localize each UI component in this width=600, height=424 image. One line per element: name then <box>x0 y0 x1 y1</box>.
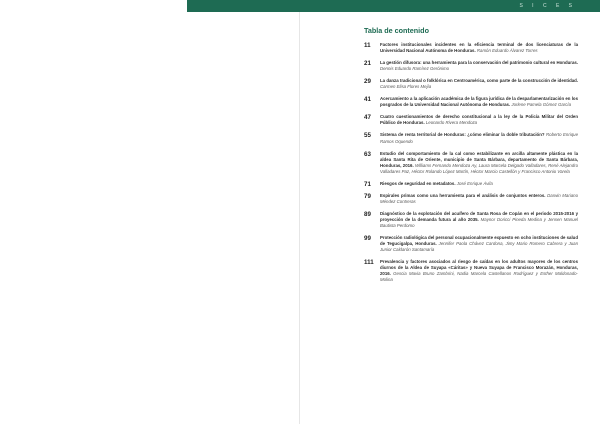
toc-entry[interactable] <box>364 42 578 54</box>
toc-page-number: 63 <box>364 150 371 158</box>
header-band <box>187 0 600 12</box>
toc-entry-title: La danza tradicional o folklórica en Centroamérica, como parte de la construcción de identidad. <box>380 78 578 84</box>
toc-page-number: 99 <box>364 235 371 243</box>
toc-entry-authors: Roberto Enrique Ramos Oquendo <box>380 132 578 144</box>
toc-entry-text <box>380 193 578 205</box>
toc-entry-authors: Maynor Doricci Pineda Medina y Jensen Manuel Bautista Perdomo <box>380 216 578 228</box>
toc-entry-authors: Carmen Elisa Flores Mejía <box>380 84 432 90</box>
toc-entry-authors: Ramón Eduardo Álvarez Torres <box>476 48 538 54</box>
toc-entry-title: Factores institucionales incidentes en la eficiencia terminal de dos licenciaturas de la Universidad Nacional Autónoma de Honduras. <box>380 42 578 54</box>
toc-entry-text <box>380 259 578 283</box>
toc-entry[interactable] <box>364 235 578 253</box>
toc-entry-text <box>380 96 578 108</box>
toc-entry-authors: Darwin Mariano Méndez Contreras <box>380 192 578 204</box>
toc-entry-title: Sistema de renta territorial de Honduras: ¿cómo eliminar la doble tributación? <box>380 132 545 138</box>
toc-entry-authors: Jorlene Pamela Gómez García <box>511 102 572 108</box>
toc-entry-title: Estudio del comportamiento de la cal como estabilizante en arcilla altamente plástica en la aldea Santa Rita de Oriente, municipio de Santa Bárbara, departamento de Santa Bárbara, Honduras, 2016. <box>380 150 578 168</box>
toc-page-number: 11 <box>364 42 371 49</box>
left-page-top-strip <box>0 0 186 12</box>
toc-page-number: 89 <box>364 210 371 218</box>
page-gutter <box>299 0 300 424</box>
toc-entry[interactable] <box>364 60 578 72</box>
toc-entry[interactable] <box>364 114 578 126</box>
toc-page-number: 55 <box>364 132 371 140</box>
toc-entry-text <box>380 151 578 175</box>
toc-entry[interactable] <box>364 151 578 175</box>
toc-title: Tabla de contenido <box>364 26 429 35</box>
toc-entry-title: Riesgos de seguridad en metadatos. <box>380 180 456 186</box>
toc-page-number: 21 <box>364 60 371 68</box>
toc-entry-authors: Williams Fernando Mendoza Ay, Laura Marcela Delgado Valladares, René Alejandro Valladares Paz, Héctor Rolando López Martín, Héctor Marcio Castellón y Francisco Antonio Varela <box>380 162 578 174</box>
toc-page-number: 41 <box>364 96 371 104</box>
toc-page-number: 79 <box>364 192 371 200</box>
toc-entry[interactable] <box>364 132 578 144</box>
toc-list <box>364 42 578 283</box>
toc-entry-authors: Jennifer Paola Chávez Cardona, Jimy Mario Romero Cabrera y Juan Junior Caldarón Santamaría <box>380 241 578 253</box>
toc-entry-title: Espirales primas como una herramienta para el análisis de conjuntos enteros. <box>380 192 546 198</box>
toc-entry[interactable] <box>364 259 578 283</box>
toc-entry-text <box>380 181 578 187</box>
toc-entry[interactable] <box>364 181 578 187</box>
toc-entry-text <box>380 42 578 54</box>
toc-entry-title: Protección radiológica del personal ocupacionalmente expuesto en ocho instituciones de salud de Tegucigalpa, Honduras. <box>380 235 578 247</box>
toc-entry[interactable] <box>364 211 578 229</box>
toc-page-number: 29 <box>364 78 371 86</box>
toc-entry[interactable] <box>364 96 578 108</box>
toc-entry-text <box>380 78 578 90</box>
toc-entry-text <box>380 211 578 229</box>
toc-entry-title: La gestión difusora: una herramienta para la conservación del patrimonio cultural en Honduras. <box>380 60 578 66</box>
toc-entry[interactable] <box>364 78 578 90</box>
toc-entry[interactable] <box>364 193 578 205</box>
toc-entry-title: Acercamiento a la aplicación académica de la figura jurídica de la desparlamentarización en los posgrados de la Universidad Nacional Autónoma de Honduras. <box>380 96 578 108</box>
toc-entry-authors: Gescia Mavia Bruno Zambrini, Nadia Marcela Castellanos Rodríguez y Esther Maldonado-Molina <box>380 271 578 283</box>
toc-entry-authors: José Enrique Ávila <box>456 180 493 186</box>
toc-page-number: 111 <box>364 259 374 267</box>
header-band-text: S I C E S <box>519 3 576 9</box>
toc-entry-authors: Leonardo Rivera Mendoza <box>425 120 478 126</box>
toc-entry-text <box>380 114 578 126</box>
toc-page-number: 47 <box>364 114 371 122</box>
toc-entry-title: Prevalencia y factores asociados al riesgo de caídas en los adultos mayores de los centros diurnos de la Aldea de Suyapa «Cáritas» y Nueva Suyapa de Francisco Morazán, Honduras, 2016. <box>380 259 578 277</box>
toc-page-number: 71 <box>364 180 371 188</box>
toc-entry-text <box>380 132 578 144</box>
toc-entry-text <box>380 235 578 253</box>
toc-entry-authors: Dennis Eduardo Ramírez Gerónimo <box>380 66 450 72</box>
toc-entry-text <box>380 60 578 72</box>
toc-entry-title: Diagnóstico de la explotación del acuífero de Santa Rosa de Copán en el periodo 2015-2016 y proyección de la demanda futura al año 2035. <box>380 210 578 222</box>
toc-entry-title: Cuatro cuestionamientos de derecho constitucional a la ley de la Policía Militar del Orden Público de Honduras. <box>380 114 578 126</box>
